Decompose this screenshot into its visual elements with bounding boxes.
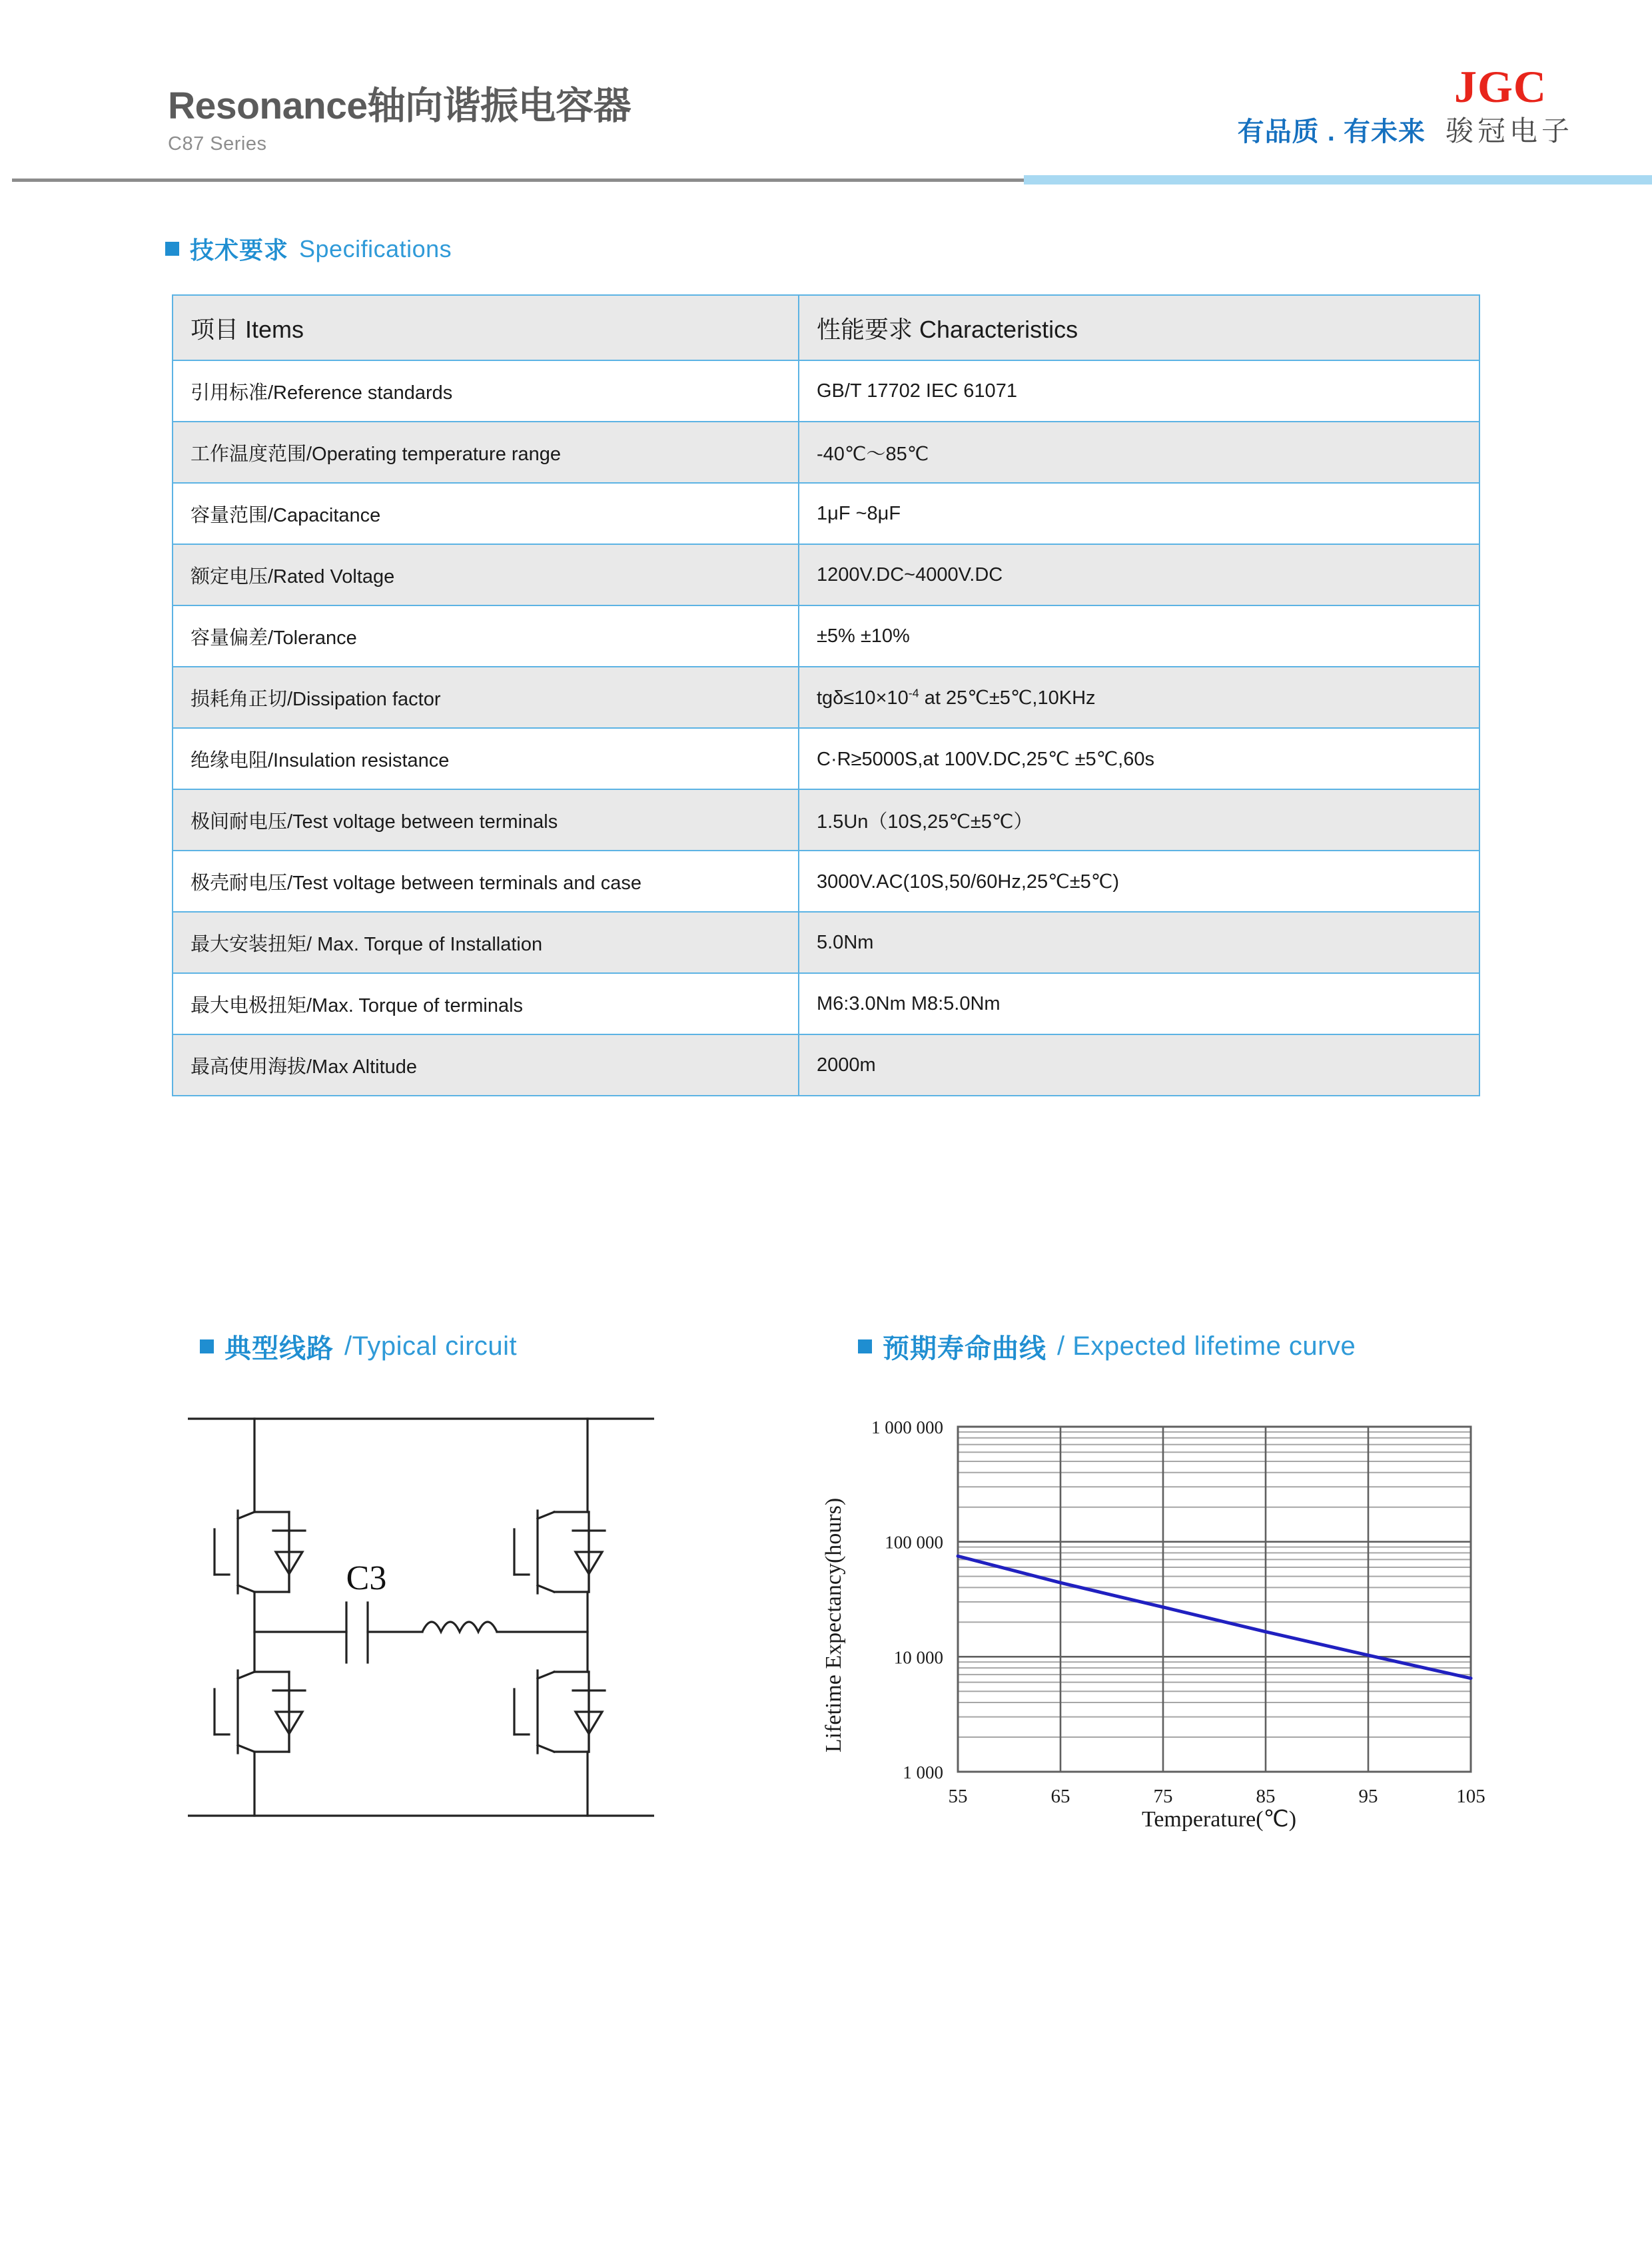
chart-y-tick-label: 10 000 (893, 1647, 943, 1668)
spec-value-cell: 1μF ~8μF (799, 483, 1479, 544)
typical-circuit-heading (200, 1327, 517, 1365)
typical-circuit-heading-en: /Typical circuit (344, 1331, 518, 1361)
column-header-characteristics: 性能要求 Characteristics (799, 295, 1479, 360)
spec-item-cell: 引用标准/Reference standards (173, 360, 799, 422)
spec-item-cell: 最大电极扭矩/Max. Torque of terminals (173, 973, 799, 1034)
square-bullet-icon (200, 1339, 214, 1353)
spec-value-cell: ±5% ±10% (799, 605, 1479, 667)
chart-major-gridlines (958, 1427, 1471, 1772)
spec-value-cell: GB/T 17702 IEC 61071 (799, 360, 1479, 422)
chart-y-tick-labels (871, 1417, 943, 1782)
brand-row (1238, 117, 1573, 145)
chart-vertical-gridlines (958, 1427, 1471, 1772)
specifications-heading-cn: 技术要求 (190, 236, 289, 264)
spec-value-cell: -40℃～85℃ (799, 422, 1479, 483)
brand-slogan: 有品质 . 有未来 (1237, 117, 1426, 147)
chart-y-tick-label: 100 000 (885, 1532, 943, 1553)
lifetime-curve-heading (858, 1327, 1356, 1365)
table-row (173, 544, 1479, 605)
title-block (168, 87, 631, 155)
spec-item-cell: 最高使用海拔/Max Altitude (173, 1034, 799, 1096)
spec-value-cell: 2000m (799, 1034, 1479, 1096)
chart-y-axis-title: Lifetime Expectancy(hours) (821, 1497, 846, 1753)
lifetime-chart-svg (813, 1412, 1485, 1845)
spec-value-cell: M6:3.0Nm M8:5.0Nm (799, 973, 1479, 1034)
table-row (173, 483, 1479, 544)
header-divider-gray (12, 179, 1025, 182)
chart-x-tick-label: 55 (948, 1786, 968, 1807)
chart-x-tick-label: 105 (1456, 1786, 1485, 1807)
table-row (173, 789, 1479, 851)
spec-item-cell: 容量范围/Capacitance (173, 483, 799, 544)
specifications-heading (165, 232, 452, 266)
table-row (173, 1034, 1479, 1096)
spec-item-cell: 最大安装扭矩/ Max. Torque of Installation (173, 912, 799, 973)
spec-item-cell: 工作温度范围/Operating temperature range (173, 422, 799, 483)
chart-plot-frame (958, 1427, 1471, 1772)
jgc-logo: JGC (1454, 61, 1547, 112)
chart-y-tick-label: 1 000 (903, 1762, 943, 1782)
igbt-upper-left (214, 1511, 305, 1593)
spec-item-cell: 容量偏差/Tolerance (173, 605, 799, 667)
chart-x-tick-label: 95 (1358, 1786, 1378, 1807)
expected-lifetime-chart (813, 1412, 1485, 1845)
spec-item-cell: 绝缘电阻/Insulation resistance (173, 728, 799, 789)
igbt-lower-right (514, 1671, 605, 1753)
inductor-symbol (422, 1622, 497, 1632)
table-row (173, 973, 1479, 1034)
chart-x-tick-label: 65 (1050, 1786, 1070, 1807)
spec-value-cell: 1200V.DC~4000V.DC (799, 544, 1479, 605)
specifications-table-body (173, 360, 1479, 1096)
lifetime-curve-heading-en: / Expected lifetime curve (1057, 1331, 1356, 1361)
chart-x-tick-label: 75 (1153, 1786, 1173, 1807)
lifetime-curve-heading-cn: 预期寿命曲线 (883, 1334, 1046, 1363)
page-header (0, 0, 1652, 193)
spec-item-cell: 额定电压/Rated Voltage (173, 544, 799, 605)
spec-value-cell: 1.5Un（10S,25℃±5℃） (799, 789, 1479, 851)
spec-value-cell: C·R≥5000S,at 100V.DC,25℃ ±5℃,60s (799, 728, 1479, 789)
table-row (173, 360, 1479, 422)
spec-item-cell: 损耗角正切/Dissipation factor (173, 667, 799, 728)
table-row (173, 851, 1479, 912)
circuit-schematic-svg (188, 1411, 654, 1824)
spec-item-cell: 极壳耐电压/Test voltage between terminals and case (173, 851, 799, 912)
header-divider-blue (1024, 175, 1652, 185)
chart-data-line (958, 1556, 1471, 1678)
table-header-row (173, 295, 1479, 360)
series-subtitle: C87 Series (168, 133, 267, 155)
chart-x-axis-title: Temperature(℃) (1141, 1807, 1297, 1832)
capacitor-c3-symbol (346, 1603, 368, 1663)
spec-value-cell: $tg\delta\le 10\times 10^{-4}$ at 25℃±5℃,10KHz (799, 667, 1479, 728)
chart-x-tick-label: 85 (1256, 1786, 1276, 1807)
square-bullet-icon (165, 242, 179, 256)
chart-x-tick-labels (949, 1786, 1485, 1807)
column-header-items: 项目 Items (173, 295, 799, 360)
typical-circuit-heading-cn: 典型线路 (224, 1334, 334, 1363)
specifications-heading-en: Specifications (299, 234, 452, 262)
igbt-upper-right (514, 1511, 605, 1593)
typical-circuit-diagram (188, 1411, 654, 1824)
igbt-lower-left (214, 1671, 305, 1753)
chart-minor-gridlines (958, 1432, 1471, 1737)
specifications-table (172, 294, 1480, 1096)
company-name: 骏冠电子 (1445, 115, 1573, 147)
table-row (173, 667, 1479, 728)
table-row (173, 912, 1479, 973)
table-row (173, 422, 1479, 483)
chart-y-tick-label: 1 000 000 (871, 1417, 943, 1437)
table-row (173, 605, 1479, 667)
brand-block (1237, 61, 1573, 147)
capacitor-label-c3: C3 (346, 1559, 387, 1597)
spec-value-cell: 3000V.AC(10S,50/60Hz,25℃±5℃) (799, 851, 1479, 912)
spec-item-cell: 极间耐电压/Test voltage between terminals (173, 789, 799, 851)
superscript-exponent: -4 (908, 685, 919, 699)
spec-value-cell: 5.0Nm (799, 912, 1479, 973)
table-row (173, 728, 1479, 789)
square-bullet-icon (858, 1339, 872, 1353)
page-title: Resonance轴向谐振电容器 (168, 85, 631, 127)
